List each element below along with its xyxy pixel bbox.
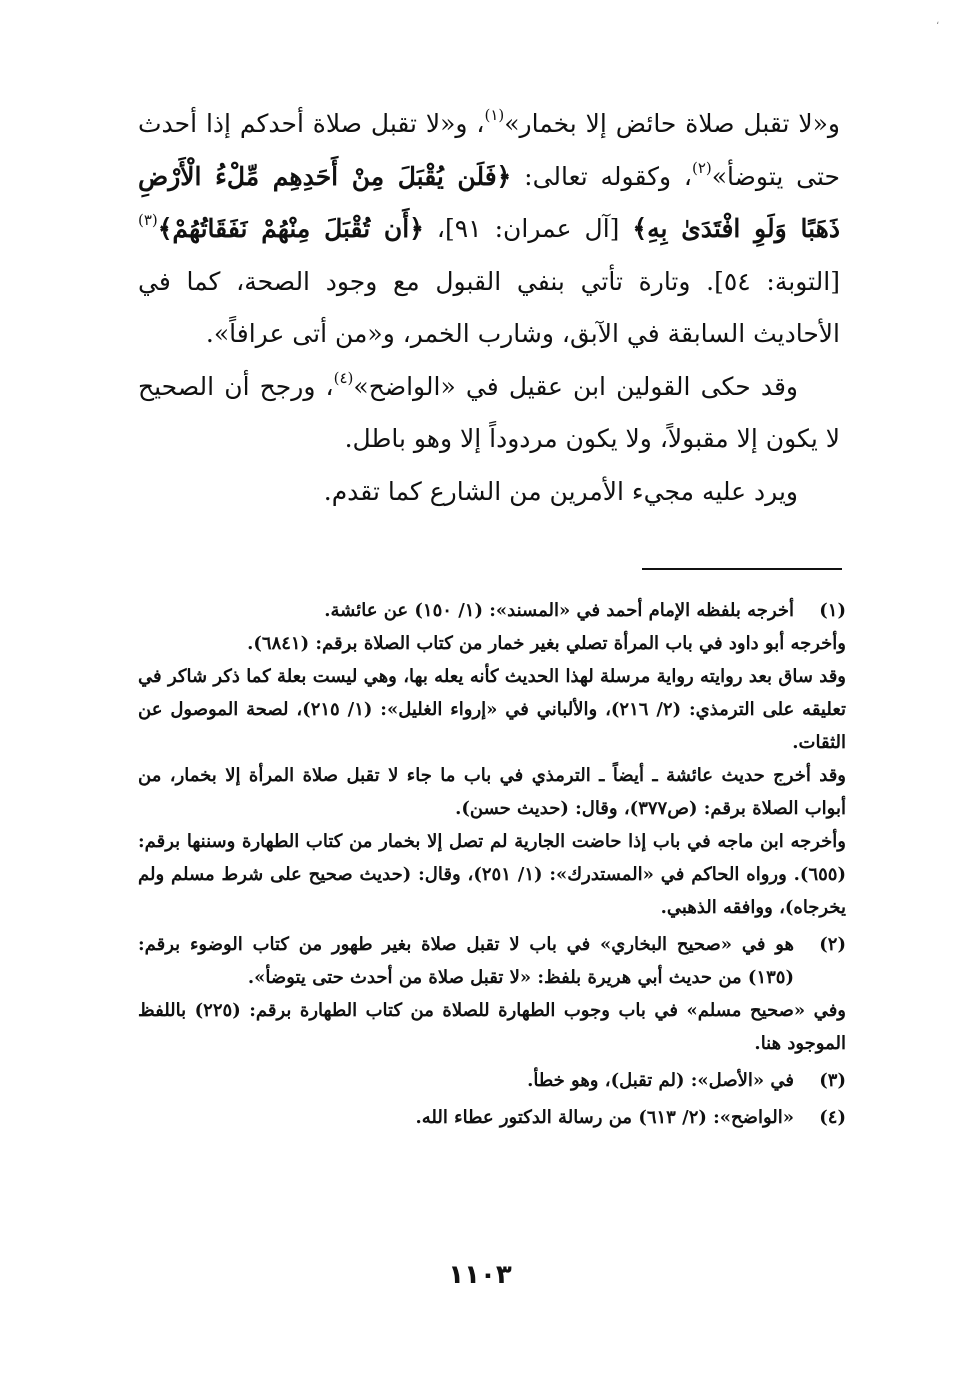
quran-verse: ﴿أَن تُقْبَلَ مِنْهُمْ نَفَقَاتُهُمْ﴾ <box>157 214 424 243</box>
footnote-paragraph: «الواضح»: (٢/ ٦١٣) من رسالة الدكتور عطاء الله. <box>415 1107 794 1128</box>
footnote-paragraph: وقد ساق بعد روايته رواية مرسلة لهذا الحديث كأنه يعله بها، وهي ليست بعلة كما ذكر شاكر في تعليقه على الترمذي: (٢/ ٢١٦)، والألباني في «إرواء الغليل»: (١/ ٢١٥)، لصحة الموصول عن الثقات. <box>138 666 847 753</box>
footnote-body <box>138 928 846 1060</box>
text-run: ، ورجح أن الصحيح لا يكون إلا مقبولاً، ولا يكون مردوداً إلا وهو باطل. <box>138 371 840 453</box>
scan-mark: ، <box>936 16 940 27</box>
footnote-separator <box>642 568 842 570</box>
footnote-ref-2[interactable]: (٢) <box>691 158 712 177</box>
footnote-number: (١) <box>819 600 846 621</box>
footnote-paragraph: وقد أخرج حديث عائشة ـ أيضاً ـ الترمذي في باب ما جاء لا تقبل صلاة المرأة إلا بخمار، من أبواب الصلاة برقم: (ص٣٧٧)، وقال: (حديث حسن). <box>138 765 846 819</box>
footnote-ref-4[interactable]: (٤) <box>333 368 354 387</box>
footnote-4 <box>138 1101 846 1134</box>
text-run: وقد حكى القولين ابن عقيل في «الواضح» <box>353 371 798 401</box>
footnote-ref-1[interactable]: (١) <box>484 106 505 124</box>
main-text <box>138 98 840 518</box>
footnote-body <box>138 594 847 924</box>
text-run: [التوبة: ٥٤]. وتارة تأتي بنفي القبول مع وجود الصحة، كما في الأحاديث السابقة في الآبق، وشارب الخمر، و«من أتى عرافاً». <box>138 266 840 348</box>
text-run: [آل عمران: ٩١]، <box>423 214 633 243</box>
text-run: ، و«لا تقبل صلاة أحدكم إذا أحدث حتى يتوضأ» <box>138 109 840 191</box>
footnote-1 <box>138 594 846 924</box>
footnote-number: (٣) <box>819 1070 846 1091</box>
text-run: ، وكقوله تعالى: <box>511 161 692 191</box>
footnote-3 <box>138 1064 846 1097</box>
footnote-paragraph: أخرجه بلفظه الإمام أحمد في «المسند»: (١/ ١٥٠) عن عائشة. <box>324 600 794 621</box>
footnote-number: (٤) <box>819 1107 846 1128</box>
footnote-paragraph: وأخرجه أبو داود في باب المرأة تصلي بغير خمار من كتاب الصلاة برقم: (٦٨٤١). <box>247 633 846 654</box>
main-paragraph-1 <box>138 98 840 361</box>
main-paragraph-2 <box>138 361 840 466</box>
text-run: و«لا تقبل صلاة حائض إلا بخمار» <box>504 109 840 138</box>
footnote-paragraph: هو في «صحيح البخاري» في باب لا تقبل صلاة بغير طهور من كتاب الوضوء برقم: (١٣٥) من حديث أبي هريرة بلفظ: «لا تقبل صلاة من أحدث حتى يتوضأ». <box>138 934 794 988</box>
footnote-ref-3[interactable]: (٣) <box>138 211 158 229</box>
footnote-paragraph: وفي «صحيح مسلم» في باب وجوب الطهارة للصلاة من كتاب الطهارة برقم: (٢٢٥) باللفظ الموجود هنا. <box>138 1000 846 1054</box>
footnote-number: (٢) <box>819 934 846 955</box>
page-number: ١١٠٣ <box>448 1260 512 1290</box>
footnote-paragraph: في «الأصل»: (لم تقبل)، وهو خطأ. <box>527 1070 794 1091</box>
footnote-body <box>138 1101 794 1134</box>
main-paragraph-3: ويرد عليه مجيء الأمرين من الشارع كما تقدم. <box>323 476 798 506</box>
footnote-paragraph: وأخرجه ابن ماجه في باب إذا حاضت الجارية لم تصل إلا بخمار من كتاب الطهارة وسننها برقم: (٦٥٥). ورواه الحاكم في «المستدرك»: (١/ ٢٥١)، وقال: (حديث صحيح على شرط مسلم ولم يخرجاه)، ووافقه الذهبي. <box>138 831 846 918</box>
footnotes <box>138 594 846 1138</box>
quran-verse: ﴿فَلَن يُقْبَلَ مِنْ أَحَدِهِم مِّلْءُ الْأَرْضِ ذَهَبًا وَلَوِ افْتَدَىٰ بِهِ﴾ <box>138 161 840 243</box>
footnote-2 <box>138 928 846 1060</box>
footnote-body <box>138 1064 794 1097</box>
